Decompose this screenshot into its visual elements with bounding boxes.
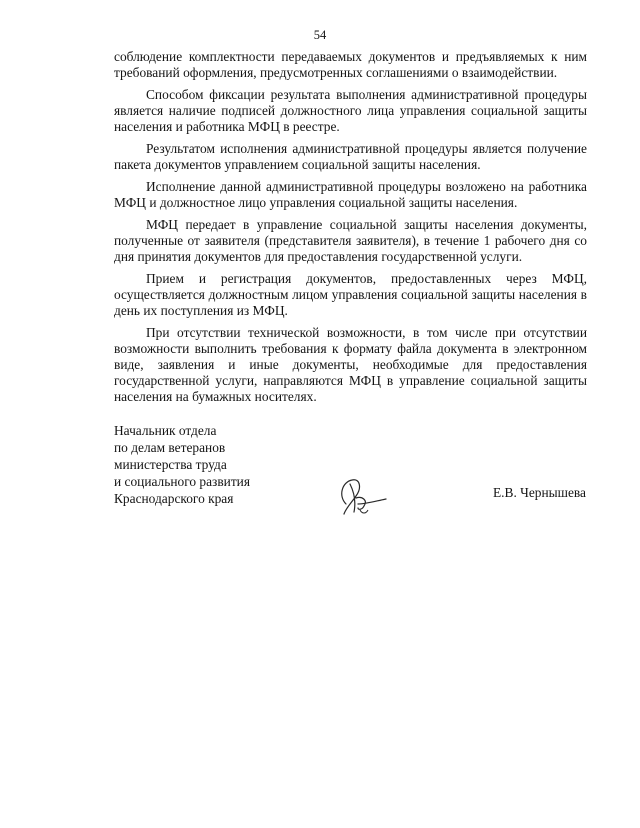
signer-name: Е.В. Чернышева	[492, 485, 586, 500]
paragraph-5: МФЦ передает в управление социальной защиты населения документы, полученные от заявителя (представителя заявителя), в течение 1 рабочего дня со дня принятия документов для предоставления государственной услуги.	[114, 217, 587, 264]
signatory-position	[114, 422, 250, 507]
signatory-line-4: и социального развития	[114, 474, 250, 489]
signatory-line-1: Начальник отдела	[114, 423, 217, 438]
paragraph-3: Результатом исполнения административной процедуры является получение пакета документов управлением социальной защиты населения.	[114, 141, 587, 172]
handwritten-signature	[332, 474, 392, 518]
paragraph-7: При отсутствии технической возможности, в том числе при отсутствии возможности выполнить требования к формату файла документа в электронном виде, заявления и иные документы, необходимые для предоставления государственной услуги, направляются МФЦ в управление социальной защиты населения на бумажных носителях.	[114, 325, 587, 404]
paragraph-6: Прием и регистрация документов, предоставленных через МФЦ, осуществляется должностным лицом управления социальной защиты населения в день их поступления из МФЦ.	[114, 271, 587, 318]
document-body	[114, 49, 587, 405]
signatory-line-2: по делам ветеранов	[114, 440, 226, 455]
signatory-line-5: Краснодарского края	[114, 491, 234, 506]
page-number: 54	[313, 28, 327, 42]
signatory-line-3: министерства труда	[114, 457, 227, 472]
paragraph-2: Способом фиксации результата выполнения административной процедуры является наличие подписей должностного лица управления социальной защиты населения и работника МФЦ в реестре.	[114, 87, 587, 134]
paragraph-1: соблюдение комплектности передаваемых документов и предъявляемых к ним требований оформления, предусмотренных соглашениями о взаимодействии.	[114, 49, 587, 80]
paragraph-4: Исполнение данной административной процедуры возложено на работника МФЦ и должностное лицо управления социальной защиты населения.	[114, 179, 587, 210]
